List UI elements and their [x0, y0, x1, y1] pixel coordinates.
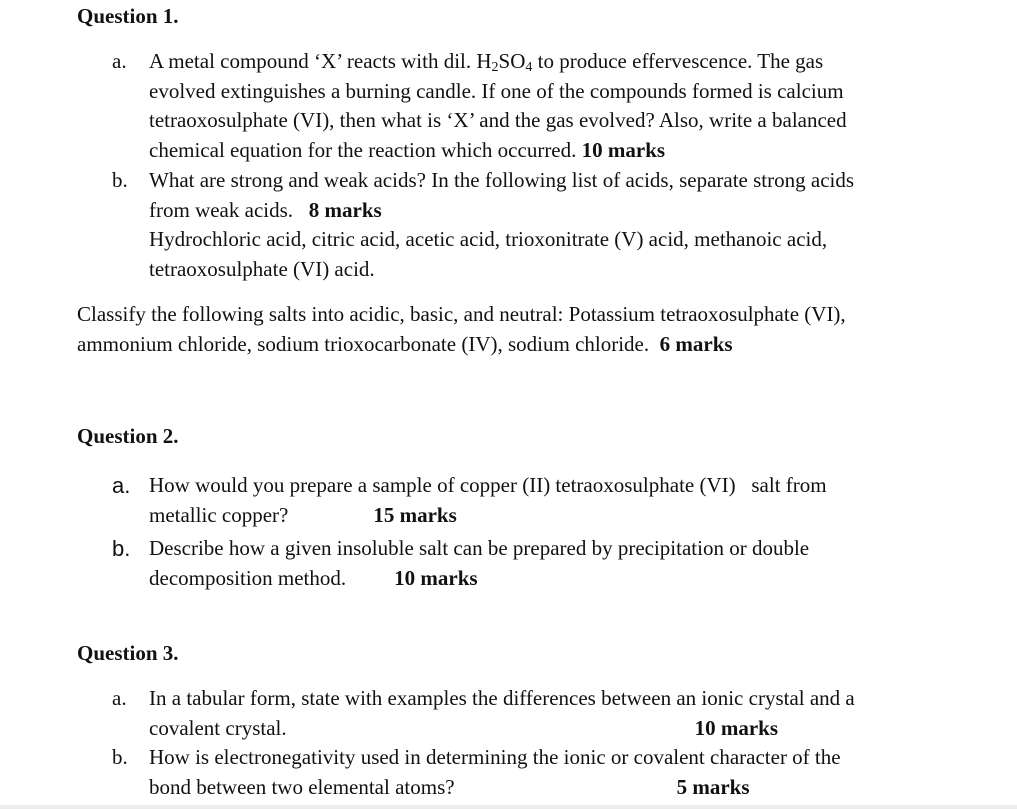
- question-2a-text: [149, 471, 972, 530]
- question-1a: [112, 47, 972, 165]
- item-letter: a.: [112, 473, 131, 498]
- text-line: A metal compound ‘X’ reacts with dil. $H_2SO_4$ to produce effervescence. The gas: [149, 49, 824, 75]
- question-1b: [112, 166, 972, 284]
- text-line: How is electronegativity used in determining the ionic or covalent character of the: [149, 745, 841, 769]
- question-1-title: Question 1.: [77, 4, 179, 28]
- text-line: Hydrochloric acid, citric acid, acetic acid, trioxonitrate (V) acid, methanoic acid,: [149, 227, 828, 251]
- item-letter: a.: [112, 49, 127, 73]
- question-3-title: Question 3.: [77, 641, 179, 665]
- question-2b-text: [149, 534, 972, 593]
- question-1-classify: [77, 300, 977, 359]
- text-line: bond between two elemental atoms? 5 marks: [149, 774, 750, 799]
- marks-label: 10 marks: [694, 715, 779, 740]
- text-line: tetraoxosulphate (VI), then what is ‘X’ and the gas evolved? Also, write a balanced: [149, 108, 847, 132]
- question-2a: [112, 471, 972, 530]
- text-line: Classify the following salts into acidic, basic, and neutral: Potassium tetraoxosulphate (VI),: [77, 302, 846, 326]
- text-line: decomposition method. 10 marks: [149, 565, 478, 590]
- text-line: evolved extinguishes a burning candle. If one of the compounds formed is calcium: [149, 78, 844, 103]
- marks-label: 6 marks: [659, 331, 733, 356]
- page-bottom-edge: [0, 805, 1017, 809]
- question-2b: [112, 534, 972, 593]
- marks-label: 8 marks: [308, 197, 382, 222]
- item-letter: b.: [112, 536, 131, 561]
- marks-label: 10 marks: [581, 137, 666, 162]
- question-3b: [112, 743, 972, 802]
- text-line: metallic copper? 15 marks: [149, 502, 457, 527]
- question-1a-text: [149, 47, 972, 165]
- item-letter: b.: [112, 168, 128, 192]
- marks-label: 15 marks: [373, 502, 457, 527]
- text-line: Describe how a given insoluble salt can be prepared by precipitation or double: [149, 536, 810, 560]
- text-line: ammonium chloride, sodium trioxocarbonate (IV), sodium chloride. 6 marks: [77, 331, 733, 356]
- text-line: How would you prepare a sample of copper (II) tetraoxosulphate (VI) salt from: [149, 473, 827, 497]
- item-letter: a.: [112, 686, 127, 710]
- text-line: In a tabular form, state with examples the differences between an ionic crystal and a: [149, 686, 855, 710]
- question-3a-text: [149, 684, 972, 743]
- question-3a: [112, 684, 972, 743]
- question-2-title: Question 2.: [77, 424, 179, 448]
- text-line: What are strong and weak acids? In the following list of acids, separate strong acids: [149, 168, 855, 192]
- text-line: covalent crystal. 10 marks: [149, 715, 779, 740]
- marks-label: 5 marks: [676, 774, 750, 799]
- item-letter: b.: [112, 745, 128, 769]
- question-3b-text: [149, 743, 972, 802]
- marks-label: 10 marks: [394, 565, 478, 590]
- question-1b-text: [149, 166, 972, 284]
- text-line: tetraoxosulphate (VI) acid.: [149, 256, 375, 281]
- text-line: chemical equation for the reaction which occurred. 10 marks: [149, 137, 666, 162]
- text-line: from weak acids. 8 marks: [149, 197, 382, 222]
